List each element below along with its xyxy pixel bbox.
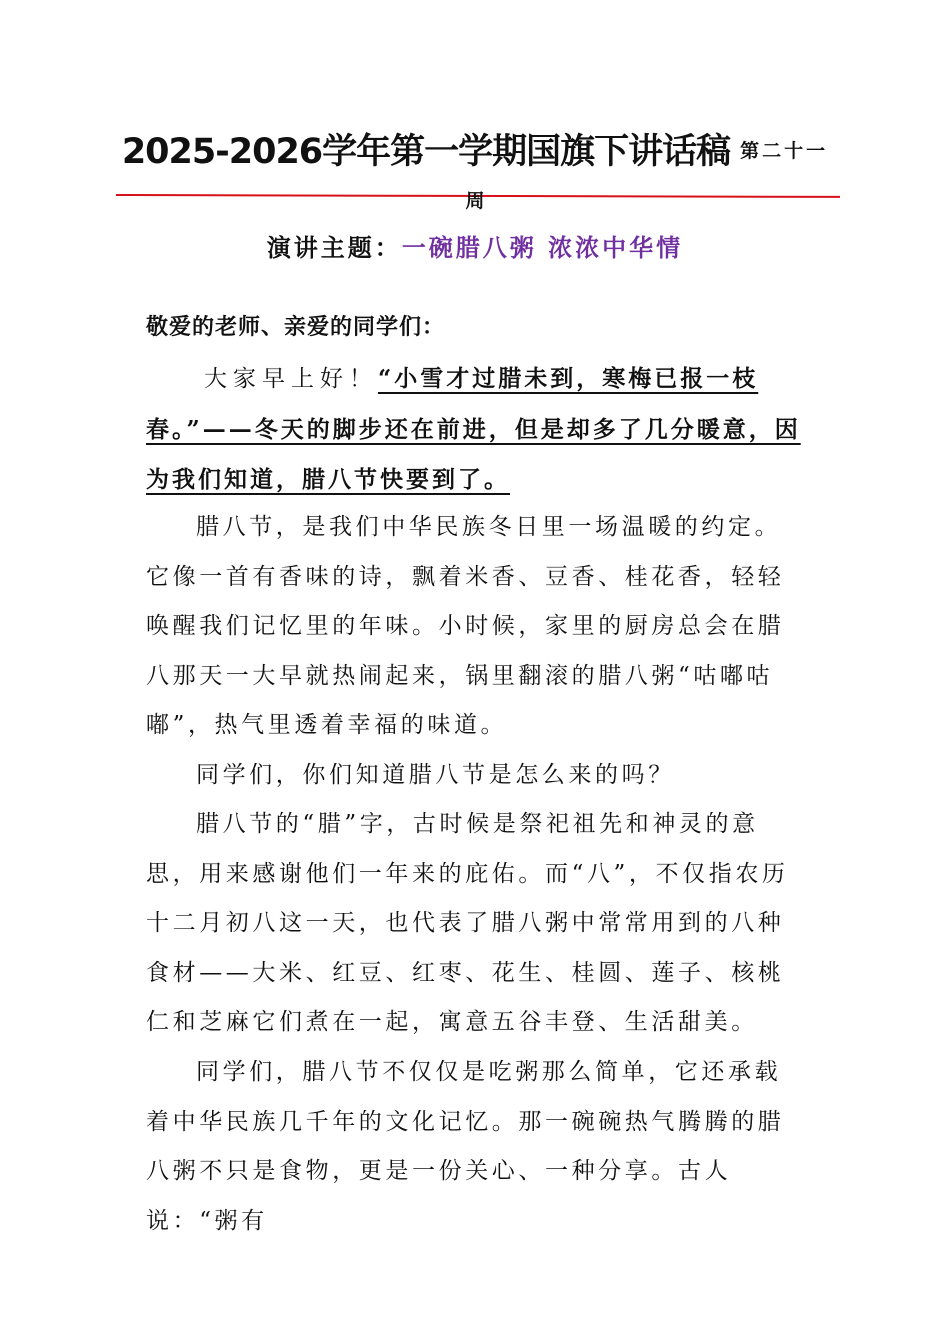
body-paragraph-3: 腊八节的“腊”字，古时候是祭祀祖先和神灵的意思，用来感谢他们一年来的庇佑。而“八”，不仅指农历十二月初八这一天，也代表了腊八粥中常常用到的八种食材——大米、红豆、红枣、花生、桂圆、莲子、核桃仁和芝麻它们煮在一起，寓意五谷丰登、生活甜美。: [146, 811, 789, 1035]
topic-value: 一碗腊八粥 浓浓中华情: [401, 233, 684, 262]
title-main: 2025-2026学年第一学期国旗下讲话稿: [121, 132, 731, 172]
body-paragraph-4: 同学们，腊八节不仅仅是吃粥那么简单，它还承载着中华民族几千年的文化记忆。那一碗碗热气腾腾的腊八粥不只是食物，更是一份关心、一种分享。古人说：“粥有: [146, 1059, 785, 1234]
document-title: [0, 128, 950, 175]
intro-paragraph: [146, 354, 806, 506]
body-paragraph-1: 腊八节，是我们中华民族冬日里一场温暖的约定。它像一首有香味的诗，飘着米香、豆香、桂花香，轻轻唤醒我们记忆里的年味。小时候，家里的厨房总会在腊八那天一大早就热闹起来，锅里翻滚的腊八粥“咕嘟咕嘟”，热气里透着幸福的味道。: [146, 514, 785, 738]
intro-plain-text: 大家早上好！: [204, 366, 378, 392]
title-suffix: 第二十一: [740, 140, 829, 162]
topic-label: 演讲主题：: [266, 233, 402, 262]
body-paragraph-2: 同学们，你们知道腊八节是怎么来的吗？: [196, 762, 675, 788]
greeting: 敬爱的老师、亲爱的同学们：: [146, 314, 446, 340]
speech-topic: [0, 228, 950, 268]
intro-quote-text: “小雪才过腊未到，寒梅已报一枝春。”——冬天的脚步还在前进，但是却多了几分暖意，因为我们知道，腊八节快要到了。: [146, 365, 801, 493]
title-suffix-wrap: 周: [465, 190, 485, 212]
